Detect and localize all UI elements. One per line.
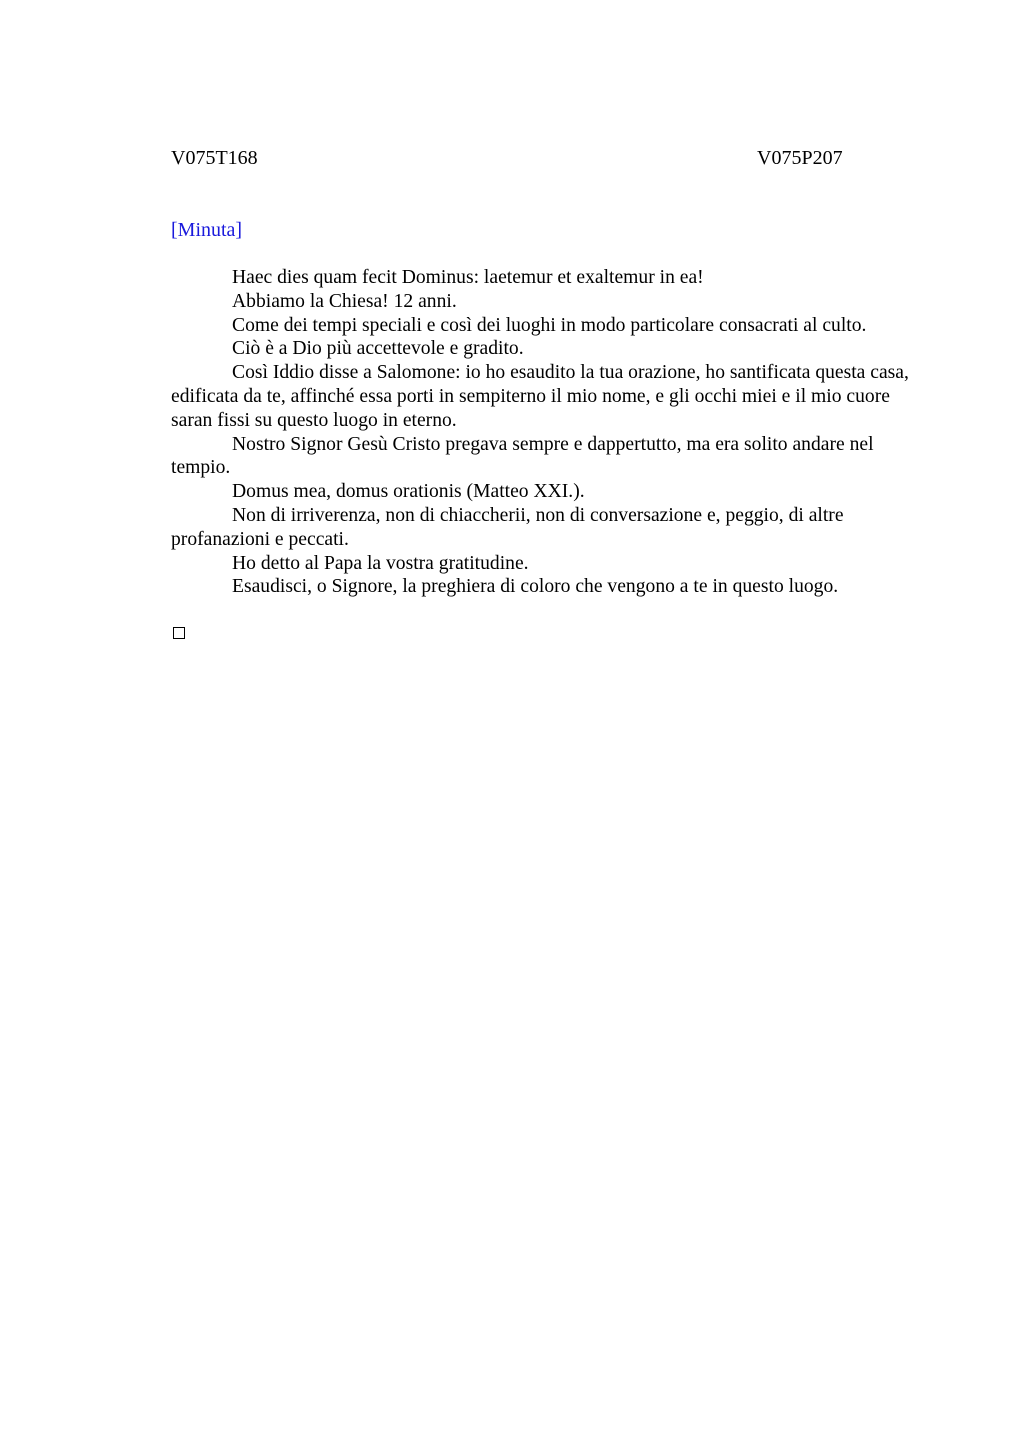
- paragraph: Domus mea, domus orationis (Matteo XXI.).: [232, 481, 585, 503]
- document-code-right: V075P207: [757, 147, 843, 169]
- paragraph: Così Iddio disse a Salomone: io ho esaudito la tua orazione, ho santificata questa casa, edificata da te, affinché essa porti in sempiterno il mio nome, e gli occhi miei e il mio cuore saran fissi su questo luogo in eterno.: [171, 362, 909, 431]
- paragraph: Ho detto al Papa la vostra gratitudine.: [232, 552, 529, 574]
- paragraph: Abbiamo la Chiesa! 12 anni.: [232, 290, 457, 312]
- paragraph: Ciò è a Dio più accettevole e gradito.: [232, 338, 524, 360]
- paragraph: Esaudisci, o Signore, la preghiera di coloro che vengono a te in questo luogo.: [232, 576, 839, 598]
- square-outline-icon: [173, 627, 185, 639]
- paragraph: Non di irriverenza, non di chiaccherii, non di conversazione e, peggio, di altre profanazioni e peccati.: [171, 504, 844, 550]
- paragraph: Nostro Signor Gesù Cristo pregava sempre e dappertutto, ma era solito andare nel tempio.: [171, 433, 874, 479]
- document-body: [171, 266, 931, 599]
- minuta-label: [Minuta]: [171, 219, 243, 241]
- paragraph: Come dei tempi speciali e così dei luoghi in modo particolare consacrati al culto.: [232, 314, 867, 336]
- paragraph: Haec dies quam fecit Dominus: laetemur et exaltemur in ea!: [232, 267, 704, 288]
- document-code-left: V075T168: [171, 147, 258, 169]
